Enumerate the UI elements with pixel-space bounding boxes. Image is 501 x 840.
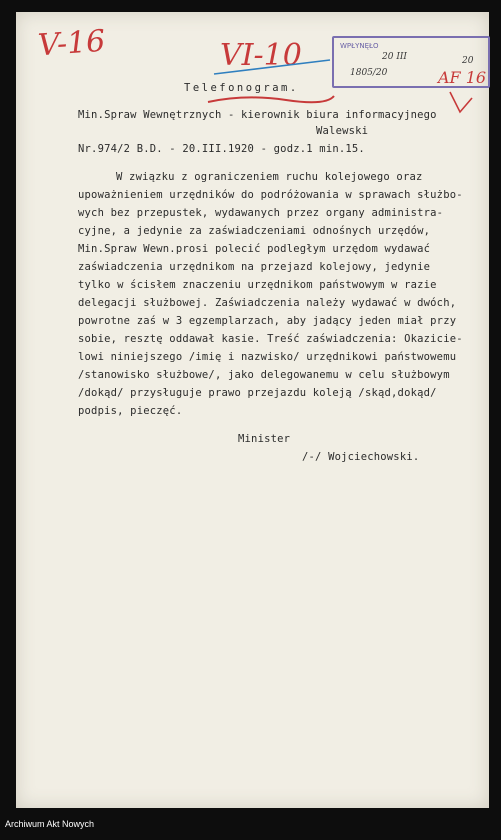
body-line: /dokąd/ przysługuje prawo przejazdu koleją /skąd,dokąd/	[78, 387, 437, 399]
arrow-mark	[446, 88, 476, 118]
body-line: tylko w ścisłem znaczeniu urzędnikom państwowym w razie	[78, 279, 437, 291]
receipt-stamp	[332, 36, 490, 88]
reference-line: Nr.974/2 B.D. - 20.III.1920 - godz.1 min.15.	[78, 143, 365, 155]
annotation-left: V-16	[36, 23, 107, 64]
annotation-center: VI-10	[220, 38, 302, 73]
archive-footer	[0, 808, 501, 840]
body-line: delegacji służbowej. Zaświadczenia należy wydawać w dwóch,	[78, 297, 457, 309]
document-title: Telefonogram.	[184, 82, 299, 94]
body-line: podpis, pieczęć.	[78, 405, 183, 417]
body-line: upoważnieniem urzędników do podróżowania w sprawach służbo-	[78, 189, 463, 201]
body-line: zaświadczenia urzędnikom na przejazd kolejowy, jedynie	[78, 261, 431, 273]
body-line: powrotne zaś w 3 egzemplarzach, aby jadący jeden miał przy	[78, 315, 457, 327]
annotation-right: AF 16	[438, 68, 487, 87]
stamp-date: 20 III	[382, 52, 407, 62]
stamp-number: 1805/20	[350, 68, 388, 78]
body-line: Min.Spraw Wewn.prosi polecić podległym urzędom wydawać	[78, 243, 431, 255]
addressee-line-1: Min.Spraw Wewnętrznych - kierownik biura informacyjnego	[78, 109, 437, 121]
archive-name: Archiwum Akt Nowych	[5, 819, 95, 829]
stamp-title: WPŁYNĘŁO	[340, 42, 379, 50]
body-line: cyjne, a jedynie za zaświadczeniami odnośnych urzędów,	[78, 225, 431, 237]
body-line: wych bez przepustek, wydawanych przez organy administra-	[78, 207, 444, 219]
body-line: sobie, resztę oddawał kasie. Treść zaświadczenia: Okazicie-	[78, 333, 463, 345]
document-page	[16, 12, 489, 808]
stamp-extra: 20	[462, 56, 474, 66]
body-line: /stanowisko służbowe/, jako delegowanemu w celu służbowym	[78, 369, 450, 381]
body-line: lowi niniejszego /imię i nazwisko/ urzędnikowi państwowemu	[78, 351, 457, 363]
addressee-line-2: Walewski	[316, 125, 369, 137]
signature-name: /-/ Wojciechowski.	[302, 451, 420, 463]
signature-title: Minister	[238, 433, 291, 445]
strike-line	[212, 52, 332, 82]
body-line: W związku z ograniczeniem ruchu kolejowego oraz	[116, 171, 423, 183]
